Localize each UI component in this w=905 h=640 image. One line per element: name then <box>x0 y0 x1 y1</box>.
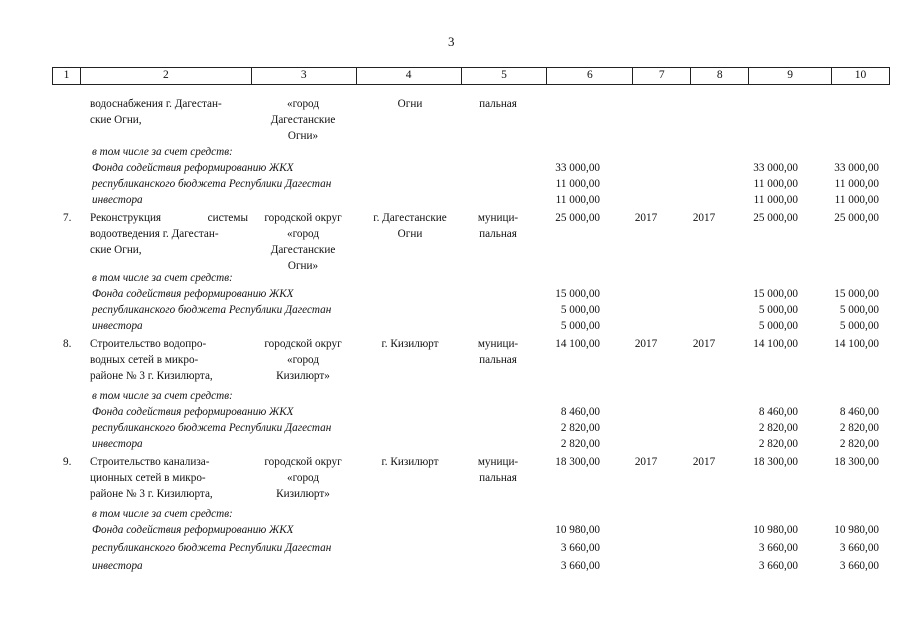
source-amount-col9: 2 820,00 <box>758 422 798 434</box>
source-amount-col6: 8 460,00 <box>560 406 600 418</box>
source-amount-col10: 15 000,00 <box>834 288 879 300</box>
sources-note: в том числе за счет средств: <box>92 390 233 402</box>
row-number: 7. <box>63 212 72 224</box>
amount-col10: 14 100,00 <box>834 338 879 350</box>
source-amount-col6: 2 820,00 <box>560 438 600 450</box>
header-col-2: 2 <box>81 68 252 84</box>
source-amount-col6: 15 000,00 <box>555 288 600 300</box>
amount-col10: 25 000,00 <box>834 212 879 224</box>
word: Реконструкция <box>90 212 162 224</box>
amount-col9: 25 000,00 <box>753 212 798 224</box>
source-amount-col10: 11 000,00 <box>834 178 879 190</box>
header-col-10: 10 <box>832 68 890 84</box>
source-label: инвестора <box>92 438 143 450</box>
table-header <box>52 67 890 85</box>
ownership-type: муници- пальная <box>477 212 519 240</box>
source-amount-col10: 5 000,00 <box>839 304 879 316</box>
source-label: республиканского бюджета Республики Дагестан <box>92 178 332 190</box>
source-label: республиканского бюджета Республики Дагестан <box>92 422 332 434</box>
header-col-9: 9 <box>749 68 832 84</box>
amount-col9: 14 100,00 <box>753 338 798 350</box>
amount-col6: 25 000,00 <box>555 212 600 224</box>
district: «город Дагестанские Огни» <box>270 98 336 142</box>
city: г. Кизилюрт <box>381 338 439 350</box>
source-amount-col10: 11 000,00 <box>834 194 879 206</box>
source-amount-col10: 2 820,00 <box>839 438 879 450</box>
source-amount-col9: 3 660,00 <box>758 542 798 554</box>
source-amount-col10: 5 000,00 <box>839 320 879 332</box>
project-name: Реконструкция системы водоотведения г. Дагестан- ские Огни, <box>90 212 248 256</box>
amount-col6: 18 300,00 <box>555 456 600 468</box>
source-label: Фонда содействия реформированию ЖКХ <box>92 406 294 418</box>
year-start: 2017 <box>634 456 658 468</box>
source-amount-col10: 33 000,00 <box>834 162 879 174</box>
source-amount-col9: 11 000,00 <box>753 194 798 206</box>
page-number: 3 <box>448 34 455 49</box>
project-name: Строительство водопро- водных сетей в микро- районе № 3 г. Кизилюрта, <box>90 338 213 382</box>
source-amount-col9: 8 460,00 <box>758 406 798 418</box>
ownership-type: муници- пальная <box>477 338 519 366</box>
source-amount-col9: 5 000,00 <box>758 320 798 332</box>
source-amount-col10: 3 660,00 <box>839 542 879 554</box>
district: городской округ «город Дагестанские Огни» <box>264 212 342 272</box>
source-label: Фонда содействия реформированию ЖКХ <box>92 288 294 300</box>
header-col-8: 8 <box>691 68 749 84</box>
project-name: водоснабжения г. Дагестан- ские Огни, <box>90 98 222 126</box>
ownership-type: муници- пальная <box>477 456 519 484</box>
source-label: инвестора <box>92 194 143 206</box>
amount-col10: 18 300,00 <box>834 456 879 468</box>
source-label: инвестора <box>92 320 143 332</box>
source-amount-col9: 33 000,00 <box>753 162 798 174</box>
source-amount-col9: 3 660,00 <box>758 560 798 572</box>
header-col-4: 4 <box>357 68 462 84</box>
source-label: республиканского бюджета Республики Дагестан <box>92 304 332 316</box>
source-amount-col9: 15 000,00 <box>753 288 798 300</box>
source-amount-col6: 33 000,00 <box>555 162 600 174</box>
header-col-3: 3 <box>252 68 357 84</box>
city: г. Кизилюрт <box>381 456 439 468</box>
source-amount-col6: 5 000,00 <box>560 304 600 316</box>
source-label: Фонда содействия реформированию ЖКХ <box>92 524 294 536</box>
header-col-5: 5 <box>462 68 548 84</box>
source-amount-col6: 5 000,00 <box>560 320 600 332</box>
source-amount-col10: 2 820,00 <box>839 422 879 434</box>
source-label: Фонда содействия реформированию ЖКХ <box>92 162 294 174</box>
project-name: Строительство канализа- ционных сетей в микро- районе № 3 г. Кизилюрта, <box>90 456 213 500</box>
header-col-6: 6 <box>547 68 633 84</box>
year-start: 2017 <box>634 212 658 224</box>
amount-col9: 18 300,00 <box>753 456 798 468</box>
source-amount-col9: 2 820,00 <box>758 438 798 450</box>
source-amount-col6: 3 660,00 <box>560 560 600 572</box>
header-col-1: 1 <box>53 68 81 84</box>
sources-note: в том числе за счет средств: <box>92 508 233 520</box>
sources-note: в том числе за счет средств: <box>92 272 233 284</box>
sources-note: в том числе за счет средств: <box>92 146 233 158</box>
year-end: 2017 <box>692 456 716 468</box>
project-name-line <box>90 210 248 226</box>
word: системы <box>207 212 248 224</box>
source-amount-col10: 3 660,00 <box>839 560 879 572</box>
source-amount-col6: 10 980,00 <box>555 524 600 536</box>
source-amount-col10: 8 460,00 <box>839 406 879 418</box>
source-amount-col6: 11 000,00 <box>555 194 600 206</box>
source-amount-col9: 10 980,00 <box>753 524 798 536</box>
source-amount-col9: 5 000,00 <box>758 304 798 316</box>
ownership-type: пальная <box>479 98 517 110</box>
source-amount-col6: 2 820,00 <box>560 422 600 434</box>
source-amount-col10: 10 980,00 <box>834 524 879 536</box>
header-col-7: 7 <box>633 68 691 84</box>
district: городской округ «город Кизилюрт» <box>264 338 342 382</box>
source-label: инвестора <box>92 560 143 572</box>
district: городской округ «город Кизилюрт» <box>264 456 342 500</box>
year-end: 2017 <box>692 338 716 350</box>
source-amount-col6: 3 660,00 <box>560 542 600 554</box>
year-end: 2017 <box>692 212 716 224</box>
source-label: республиканского бюджета Республики Дагестан <box>92 542 332 554</box>
amount-col6: 14 100,00 <box>555 338 600 350</box>
source-amount-col9: 11 000,00 <box>753 178 798 190</box>
year-start: 2017 <box>634 338 658 350</box>
city: г. Дагестанские Огни <box>373 212 447 240</box>
row-number: 8. <box>63 338 72 350</box>
row-number: 9. <box>63 456 72 468</box>
city: Огни <box>397 98 423 110</box>
source-amount-col6: 11 000,00 <box>555 178 600 190</box>
